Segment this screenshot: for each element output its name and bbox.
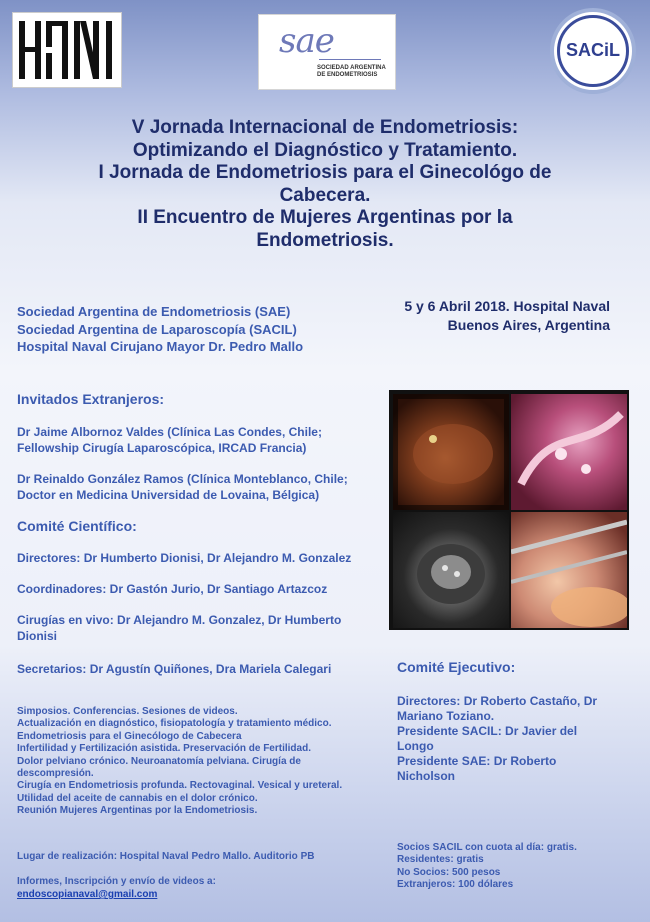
cirugias-en-vivo: [17, 612, 387, 644]
mri-photo: [393, 512, 509, 628]
ejecutivo-line: Nicholson: [397, 769, 456, 783]
surgery-photo-collage: [389, 390, 629, 630]
title-line: Cabecera.: [279, 184, 371, 206]
title-line: Optimizando el Diagnóstico y Tratamiento.: [132, 139, 518, 161]
laparoscopy-photo: [511, 394, 627, 510]
tema-item: Endometriosis para el Ginecólogo de Cabecera: [17, 730, 242, 742]
contact-email-link[interactable]: endoscopianaval@gmail.com: [17, 889, 158, 900]
cirugias-line: Dionisi: [17, 629, 58, 643]
guest-2: [17, 471, 387, 503]
aranceles: [397, 842, 637, 892]
comite-ejecutivo-members: [397, 694, 632, 784]
ejecutivo-line: Directores: Dr Roberto Castaño, Dr: [397, 694, 598, 708]
guest-line: Dr Jaime Albornoz Valdes (Clínica Las Condes, Chile;: [17, 425, 322, 439]
arancel-item: Extranjeros: 100 dólares: [397, 879, 514, 891]
invitados-heading: Invitados Extranjeros:: [17, 391, 165, 407]
ejecutivo-line: Presidente SACIL: Dr Javier del: [397, 724, 578, 738]
contact-email-row: [17, 889, 387, 901]
guest-line: Fellowship Cirugía Laparoscópica, IRCAD Francia): [17, 441, 307, 455]
arancel-item: Residentes: gratis: [397, 854, 484, 866]
tema-item: Simposios. Conferencias. Sesiones de videos.: [17, 706, 238, 717]
organizers: [17, 303, 357, 356]
title-line: Endometriosis.: [256, 229, 394, 251]
tema-item: Cirugía en Endometriosis profunda. Rectovaginal. Vesical y ureteral.: [17, 780, 343, 792]
coordinadores: Coordinadores: Dr Gastón Jurio, Dr Santiago Artazcoz: [17, 582, 328, 596]
sacil-logo: [550, 8, 636, 94]
sae-logo: [258, 14, 396, 90]
title-line: V Jornada Internacional de Endometriosis:: [131, 117, 519, 138]
comite-ejecutivo-heading: Comité Ejecutivo:: [397, 659, 516, 675]
guest-line: Dr Reinaldo González Ramos (Clínica Monteblanco, Chile;: [17, 472, 348, 486]
lugar: Lugar de realización: Hospital Naval Pedro Mallo. Auditorio PB: [17, 851, 315, 862]
arancel-item: Socios SACIL con cuota al día: gratis.: [397, 842, 577, 853]
tema-item: descompresión.: [17, 768, 94, 780]
cirugias-line: Cirugías en vivo: Dr Alejandro M. Gonzalez, Dr Humberto: [17, 613, 342, 627]
tema-item: Reunión Mujeres Argentinas por la Endometriosis.: [17, 805, 258, 817]
comite-cientifico-heading: Comité Científico:: [17, 518, 137, 534]
directores-cientificos: Directores: Dr Humberto Dionisi, Dr Alejandro M. Gonzalez: [17, 551, 352, 565]
ejecutivo-line: Presidente SAE: Dr Roberto: [397, 754, 557, 768]
organizer-line: Sociedad Argentina de Laparoscopía (SACIL): [17, 321, 297, 337]
organizer-line: Hospital Naval Cirujano Mayor Dr. Pedro Mallo: [17, 339, 304, 354]
title-line: II Encuentro de Mujeres Argentinas por la: [137, 207, 513, 228]
sae-sub-line: SOCIEDAD ARGENTINA: [317, 65, 386, 71]
guest-line: Doctor en Medicina Universidad de Lovaina, Bélgica): [17, 488, 320, 502]
ejecutivo-line: Mariano Toziano.: [397, 709, 495, 723]
secretarios: Secretarios: Dr Agustín Quiñones, Dra Mariela Calegari: [17, 662, 332, 676]
laparoscopy-photo: [393, 394, 509, 510]
dates-line: 5 y 6 Abril 2018. Hospital Naval: [404, 298, 610, 314]
dates-line: Buenos Aires, Argentina: [447, 317, 610, 333]
sae-logo-subtitle: [317, 65, 386, 79]
tema-item: Dolor pelviano crónico. Neuroanatomía pelviana. Cirugía de: [17, 755, 301, 767]
informes: Informes, Inscripción y envío de videos a:: [17, 876, 216, 887]
organizer-line: Sociedad Argentina de Endometriosis (SAE): [17, 304, 291, 319]
ejecutivo-line: Longo: [397, 739, 434, 753]
event-dates: [360, 297, 610, 335]
tema-item: Actualización en diagnóstico, fisiopatología y tratamiento médico.: [17, 718, 332, 730]
jornada-logo: [12, 12, 122, 88]
sae-logo-rule: [319, 59, 381, 60]
guest-1: [17, 424, 387, 456]
title-line: I Jornada de Endometriosis para el Ginecológo de: [98, 162, 552, 183]
tema-item: Infertilidad y Fertilización asistida. Preservación de Fertilidad.: [17, 743, 311, 755]
event-title: [60, 117, 590, 252]
laparoscopy-photo: [511, 512, 627, 628]
temas-list: [17, 706, 387, 818]
sae-sub-line: DE ENDOMETRIOSIS: [317, 72, 378, 78]
sae-logo-mark: sae: [279, 21, 334, 61]
sacil-logo-text: SACiL: [566, 40, 620, 60]
tema-item: Utilidad del aceite de cannabis en el dolor crónico.: [17, 792, 258, 804]
arancel-item: No Socios: 500 pesos: [397, 866, 501, 878]
